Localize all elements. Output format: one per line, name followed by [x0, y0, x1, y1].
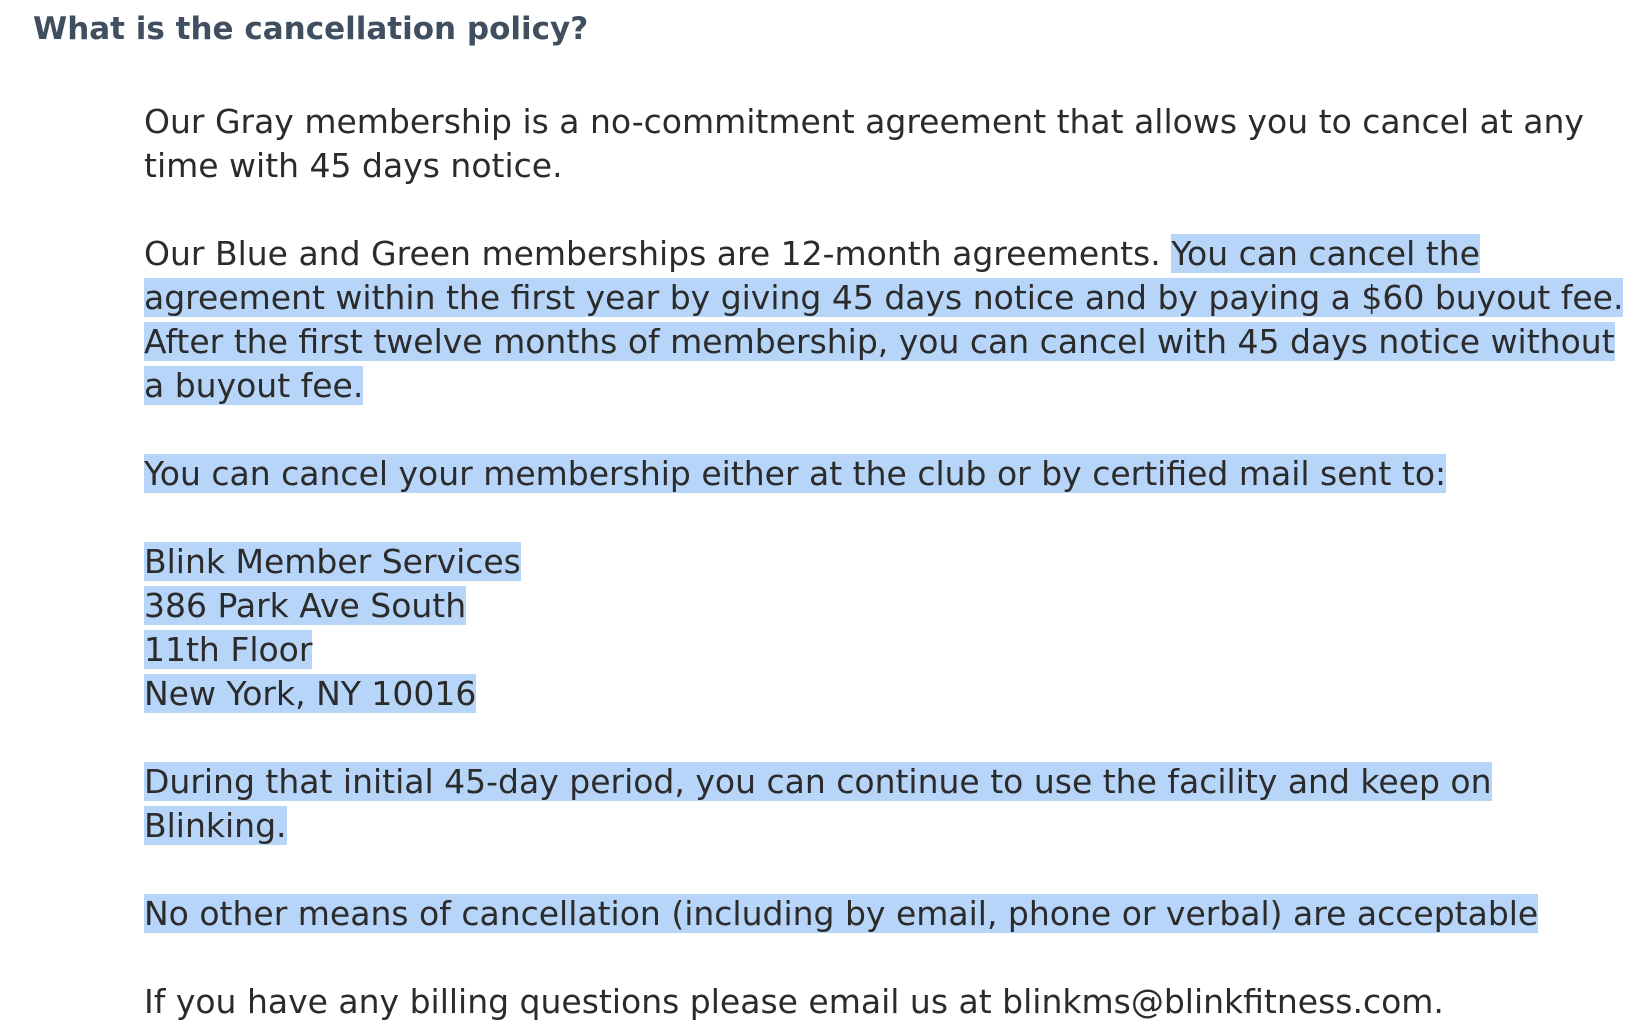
no-other-means-paragraph	[144, 892, 1624, 936]
address-city: New York, NY 10016	[144, 674, 477, 713]
initial-period-paragraph	[144, 760, 1624, 848]
selected-buyout-text: You can cancel the agreement within the first year by giving 45 days notice and by paying a $60 buyout fee. After the first twelve months of membership, you can cancel with 45 days notice without a buyout fee.	[144, 234, 1624, 405]
blue-green-intro-text: Our Blue and Green memberships are 12-month agreements.	[144, 234, 1161, 273]
how-to-cancel-paragraph	[144, 452, 1624, 496]
billing-questions-paragraph: If you have any billing questions please email us at blinkms@blinkfitness.com.	[144, 982, 1444, 1021]
mailing-address	[144, 540, 1624, 716]
gray-membership-paragraph: Our Gray membership is a no-commitment agreement that allows you to cancel at any time with 45 days notice.	[144, 102, 1584, 185]
selected-initial-period-text: During that initial 45-day period, you can continue to use the facility and keep on Blinking.	[144, 762, 1492, 845]
blue-green-membership-paragraph	[144, 232, 1624, 408]
faq-answer-body	[144, 100, 1624, 1024]
address-name: Blink Member Services	[144, 542, 521, 581]
address-street: 386 Park Ave South	[144, 586, 467, 625]
address-floor: 11th Floor	[144, 630, 313, 669]
faq-question-heading: What is the cancellation policy?	[33, 11, 589, 47]
selected-no-other-means-text: No other means of cancellation (including by email, phone or verbal) are acceptable	[144, 894, 1539, 933]
selected-how-to-cancel-text: You can cancel your membership either at the club or by certified mail sent to:	[144, 454, 1447, 493]
